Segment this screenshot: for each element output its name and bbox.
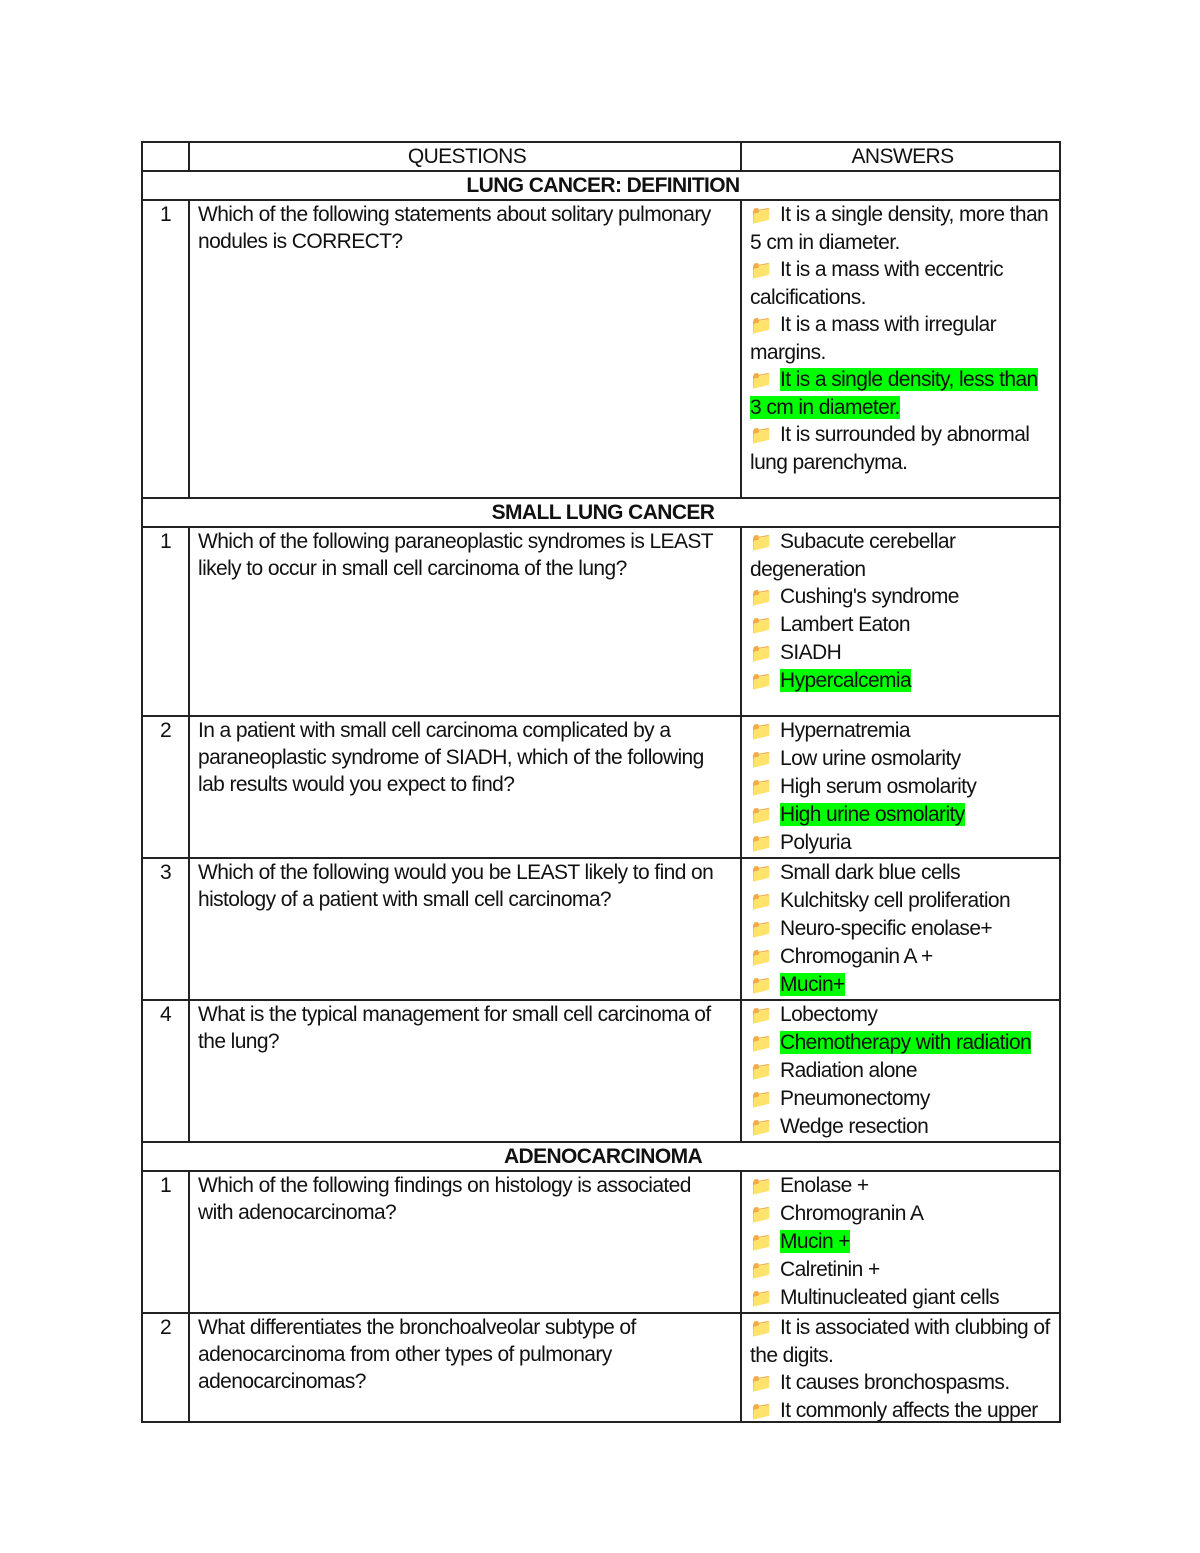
correct-answer-text: Chemotherapy with radiation (780, 1031, 1032, 1054)
folder-bullet-icon: 📁 (750, 1033, 772, 1053)
question-row (142, 1000, 1060, 1142)
section-header-row (142, 171, 1060, 200)
folder-bullet-icon: 📁 (750, 863, 772, 883)
header-answers-cell: ANSWERS (741, 142, 1060, 171)
question-text: In a patient with small cell carcinoma complicated by a paraneoplastic syndrome of SIADH, which of the following lab results would you expect to find? (189, 716, 741, 858)
question-number: 1 (142, 1171, 189, 1313)
answer-option (750, 1256, 1053, 1284)
answer-option (750, 1284, 1053, 1312)
correct-answer-text: High urine osmolarity (780, 803, 965, 826)
answer-option (750, 639, 1053, 667)
question-number: 2 (142, 1313, 189, 1422)
answer-options (741, 527, 1060, 716)
folder-bullet-icon: 📁 (750, 532, 772, 552)
question-row (142, 1171, 1060, 1313)
question-number: 3 (142, 858, 189, 1000)
section-header-row (142, 1142, 1060, 1171)
answer-option (750, 256, 1053, 311)
question-number: 4 (142, 1000, 189, 1142)
folder-bullet-icon: 📁 (750, 1089, 772, 1109)
folder-bullet-icon: 📁 (750, 777, 772, 797)
question-row (142, 716, 1060, 858)
answer-option (750, 887, 1053, 915)
answer-option (750, 583, 1053, 611)
answer-option (750, 1228, 1053, 1256)
answer-text: Multinucleated giant cells (780, 1286, 1000, 1309)
folder-bullet-icon: 📁 (750, 891, 772, 911)
section-title: SMALL LUNG CANCER (142, 498, 1060, 527)
question-text: What is the typical management for small cell carcinoma of the lung? (189, 1000, 741, 1142)
quiz-table (141, 141, 1061, 1423)
folder-bullet-icon: 📁 (750, 1318, 772, 1338)
question-text: Which of the following findings on histology is associated with adenocarcinoma? (189, 1171, 741, 1313)
folder-bullet-icon: 📁 (750, 260, 772, 280)
answer-text: Calretinin + (780, 1258, 880, 1281)
question-number: 1 (142, 200, 189, 498)
folder-bullet-icon: 📁 (750, 805, 772, 825)
answer-text: SIADH (780, 641, 842, 664)
folder-bullet-icon: 📁 (750, 1061, 772, 1081)
answer-text: Pneumonectomy (780, 1087, 930, 1110)
folder-bullet-icon: 📁 (750, 947, 772, 967)
answer-option (750, 971, 1053, 999)
folder-bullet-icon: 📁 (750, 587, 772, 607)
folder-bullet-icon: 📁 (750, 749, 772, 769)
answer-option (750, 421, 1053, 476)
answer-options (741, 1000, 1060, 1142)
answer-option (750, 829, 1053, 857)
answer-text: Small dark blue cells (780, 861, 960, 884)
answer-option (750, 801, 1053, 829)
question-text: What differentiates the bronchoalveolar subtype of adenocarcinoma from other types of pulmonary adenocarcinomas? (189, 1313, 741, 1422)
folder-bullet-icon: 📁 (750, 1288, 772, 1308)
answer-options (741, 1171, 1060, 1313)
folder-bullet-icon: 📁 (750, 1005, 772, 1025)
folder-bullet-icon: 📁 (750, 1204, 772, 1224)
question-text: Which of the following would you be LEAST likely to find on histology of a patient with small cell carcinoma? (189, 858, 741, 1000)
answer-option (750, 773, 1053, 801)
answer-text: Kulchitsky cell proliferation (780, 889, 1011, 912)
question-number: 2 (142, 716, 189, 858)
answer-text: Radiation alone (780, 1059, 917, 1082)
folder-bullet-icon: 📁 (750, 1117, 772, 1137)
answer-text: It is surrounded by abnormal lung parenchyma. (750, 423, 1030, 474)
question-text: Which of the following statements about solitary pulmonary nodules is CORRECT? (189, 200, 741, 498)
answer-option (750, 311, 1053, 366)
folder-bullet-icon: 📁 (750, 425, 772, 445)
folder-bullet-icon: 📁 (750, 643, 772, 663)
answer-option (750, 611, 1053, 639)
answer-option (750, 528, 1053, 583)
answer-option (750, 1113, 1053, 1141)
answer-text: Low urine osmolarity (780, 747, 961, 770)
answer-option (750, 1057, 1053, 1085)
answer-text: It is a mass with irregular margins. (750, 313, 997, 364)
answer-text: Wedge resection (780, 1115, 929, 1138)
answer-option (750, 1029, 1053, 1057)
folder-bullet-icon: 📁 (750, 205, 772, 225)
answer-option (750, 366, 1053, 421)
folder-bullet-icon: 📁 (750, 1401, 772, 1421)
answer-option (750, 1314, 1053, 1369)
answer-option (750, 1369, 1053, 1397)
quiz-table-body (142, 142, 1060, 1422)
folder-bullet-icon: 📁 (750, 615, 772, 635)
section-title: LUNG CANCER: DEFINITION (142, 171, 1060, 200)
answer-text: Subacute cerebellar degeneration (750, 530, 956, 581)
answer-option (750, 1200, 1053, 1228)
answer-text: Neuro-specific enolase+ (780, 917, 993, 940)
question-row (142, 1313, 1060, 1422)
folder-bullet-icon: 📁 (750, 721, 772, 741)
answer-text: Polyuria (780, 831, 852, 854)
answer-text: It is a mass with eccentric calcifications. (750, 258, 1004, 309)
question-row (142, 200, 1060, 498)
answer-text: It is associated with clubbing of the digits. (750, 1316, 1050, 1367)
answer-option (750, 201, 1053, 256)
answer-option (750, 915, 1053, 943)
answer-option (750, 943, 1053, 971)
correct-answer-text: It is a single density, less than 3 cm in diameter. (750, 368, 1038, 419)
folder-bullet-icon: 📁 (750, 370, 772, 390)
folder-bullet-icon: 📁 (750, 671, 772, 691)
answer-text: Lambert Eaton (780, 613, 910, 636)
correct-answer-text: Mucin+ (780, 973, 845, 996)
answer-option (750, 859, 1053, 887)
answer-text: It commonly affects the upper (780, 1399, 1038, 1421)
folder-bullet-icon: 📁 (750, 975, 772, 995)
answer-text: High serum osmolarity (780, 775, 977, 798)
section-header-row (142, 498, 1060, 527)
header-row (142, 142, 1060, 171)
header-questions-cell: QUESTIONS (189, 142, 741, 171)
answer-text: Chromogranin A (780, 1202, 924, 1225)
answer-options (741, 200, 1060, 498)
answer-text: Hypernatremia (780, 719, 910, 742)
folder-bullet-icon: 📁 (750, 919, 772, 939)
question-number: 1 (142, 527, 189, 716)
folder-bullet-icon: 📁 (750, 1260, 772, 1280)
question-row (142, 858, 1060, 1000)
header-number-cell (142, 142, 189, 171)
answer-text: It is a single density, more than 5 cm in diameter. (750, 203, 1049, 254)
answer-options (741, 1313, 1060, 1422)
answer-text: It causes bronchospasms. (780, 1371, 1010, 1394)
answer-text: Lobectomy (780, 1003, 878, 1026)
correct-answer-text: Mucin + (780, 1230, 850, 1253)
folder-bullet-icon: 📁 (750, 1373, 772, 1393)
answer-option (750, 1001, 1053, 1029)
answer-option (750, 667, 1053, 695)
answer-text: Chromoganin A + (780, 945, 933, 968)
answer-options (741, 716, 1060, 858)
answer-option (750, 717, 1053, 745)
answer-option (750, 1172, 1053, 1200)
answer-option (750, 1397, 1053, 1421)
folder-bullet-icon: 📁 (750, 1176, 772, 1196)
answer-options (741, 858, 1060, 1000)
section-title: ADENOCARCINOMA (142, 1142, 1060, 1171)
correct-answer-text: Hypercalcemia (780, 669, 912, 692)
folder-bullet-icon: 📁 (750, 1232, 772, 1252)
answer-option (750, 1085, 1053, 1113)
answer-text: Enolase + (780, 1174, 869, 1197)
question-text: Which of the following paraneoplastic syndromes is LEAST likely to occur in small cell carcinoma of the lung? (189, 527, 741, 716)
folder-bullet-icon: 📁 (750, 833, 772, 853)
answer-option (750, 745, 1053, 773)
answer-text: Cushing's syndrome (780, 585, 959, 608)
folder-bullet-icon: 📁 (750, 315, 772, 335)
question-row (142, 527, 1060, 716)
